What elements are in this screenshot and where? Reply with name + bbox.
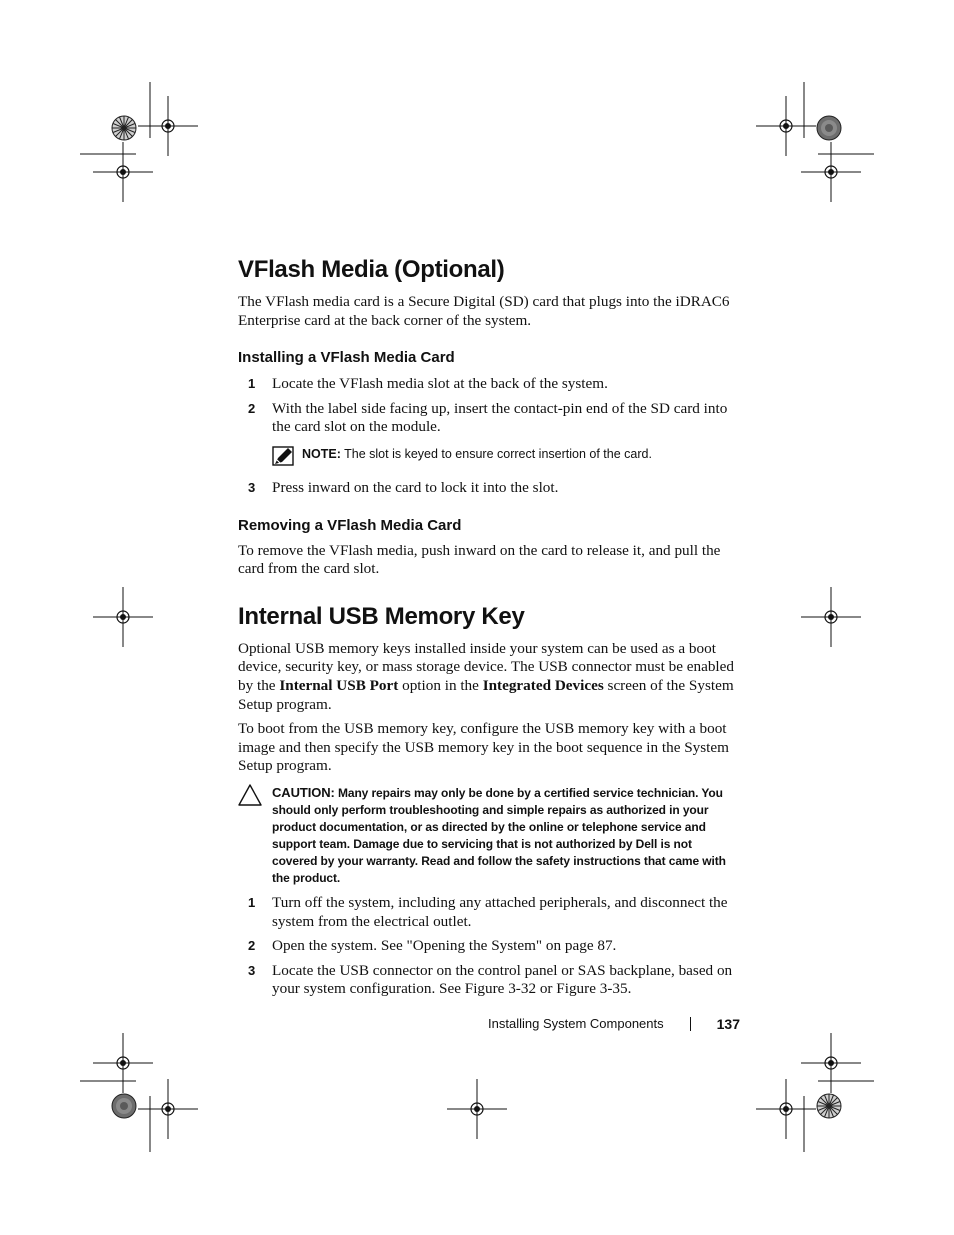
footer-divider — [690, 1017, 691, 1031]
pencil-note-icon — [272, 446, 302, 471]
footer-chapter-title: Installing System Components — [488, 1016, 664, 1031]
caution-label: CAUTION: — [272, 784, 335, 800]
mid-right-mark — [801, 587, 861, 647]
ui-term-integrated-devices: Integrated Devices — [482, 676, 604, 694]
caution-triangle-icon — [238, 784, 272, 811]
install-step-2 — [238, 400, 738, 437]
step-number: 2 — [248, 400, 256, 416]
step-text: Open the system. See "Opening the System" on page 87. — [272, 937, 617, 955]
step-number: 3 — [248, 962, 256, 978]
note-label: NOTE: — [302, 446, 341, 461]
step-text: With the label side facing up, insert the contact-pin end of the SD card into the card slot on the module. — [272, 399, 728, 436]
step-text: Locate the VFlash media slot at the back of the system. — [272, 375, 608, 393]
note-text: The slot is keyed to ensure correct insertion of the card. — [340, 446, 652, 461]
top-left-marks — [80, 82, 198, 202]
bottom-right-marks — [756, 1033, 874, 1152]
page-footer — [488, 1014, 740, 1034]
page-content — [238, 252, 738, 999]
top-right-marks — [756, 82, 874, 202]
bottom-left-marks — [80, 1033, 198, 1152]
install-step-1 — [238, 375, 738, 394]
usb-section-title: Internal USB Memory Key — [238, 602, 525, 630]
vflash-section-title: VFlash Media (Optional) — [238, 256, 505, 283]
usb-step-1 — [238, 894, 738, 931]
step-number: 2 — [248, 938, 256, 954]
step-text: Press inward on the card to lock it into the slot. — [272, 478, 559, 496]
usb-step-3 — [238, 962, 738, 999]
note-block — [272, 446, 738, 471]
install-step-3 — [238, 479, 738, 498]
mid-left-mark — [93, 587, 153, 647]
installing-heading: Installing a VFlash Media Card — [238, 349, 455, 367]
step-text: Locate the USB connector on the control panel or SAS backplane, based on your system configuration. See Figure 3-32 or Figure 3-35. — [272, 961, 733, 998]
removing-text: To remove the VFlash media, push inward on the card to release it, and pull the card from the card slot. — [238, 541, 721, 578]
usb-step-2 — [238, 937, 738, 956]
ui-term-internal-usb-port: Internal USB Port — [279, 676, 399, 694]
vflash-intro: The VFlash media card is a Secure Digital (SD) card that plugs into the iDRAC6 Enterprise card at the back corner of the system. — [238, 293, 730, 329]
step-number: 1 — [248, 894, 256, 910]
step-number: 1 — [248, 376, 256, 392]
bottom-center-mark — [447, 1079, 507, 1139]
page-number: 137 — [716, 1016, 740, 1032]
step-number: 3 — [248, 479, 256, 495]
caution-block — [238, 784, 738, 887]
removing-heading: Removing a VFlash Media Card — [238, 516, 462, 534]
step-text: Turn off the system, including any attached peripherals, and disconnect the system from the electrical outlet. — [272, 893, 728, 930]
usb-para-2: To boot from the USB memory key, configure the USB memory key with a boot image and then specify the USB memory key in the boot sequence in the System Setup program. — [238, 720, 729, 775]
caution-text: Many repairs may only be done by a certified service technician. You should only perform troubleshooting and simple repairs as authorized in your product documentation, or as directed by the online or telephone service and support team. Damage due to servicing that is not authorized by Dell is not covered by your warranty. Read and follow the safety instructions that came with the product. — [272, 785, 726, 885]
usb-para-1: Optional USB memory keys installed inside your system can be used as a boot device, security key, or mass storage device. The USB connector must be enabled by the Internal USB Port option in the Integrated Devices screen of the System Setup program. — [238, 639, 734, 713]
